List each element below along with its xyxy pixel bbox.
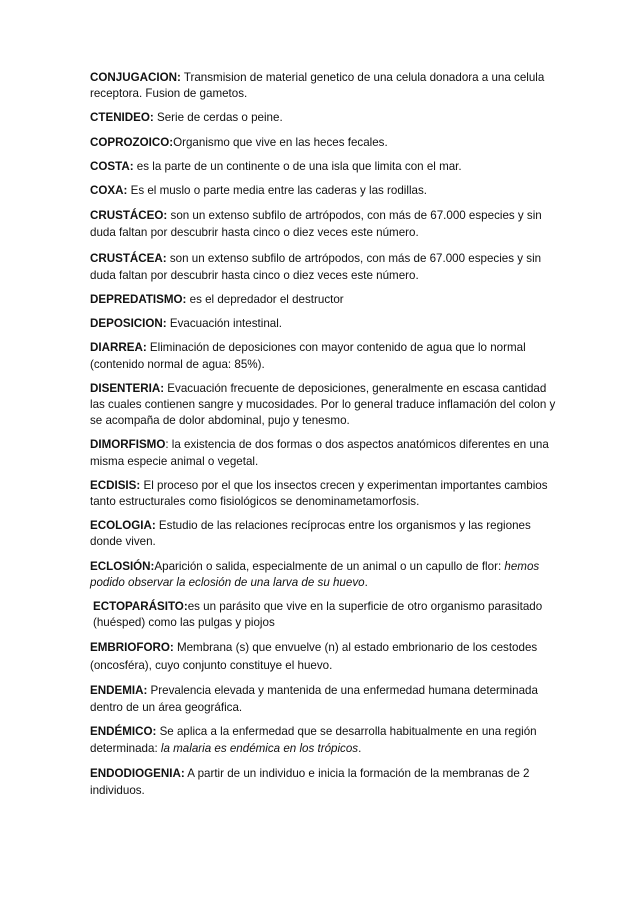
entry-term: ECOLOGIA: [90, 519, 156, 533]
glossary-entry-ecdisis [90, 478, 560, 510]
entry-term: DEPOSICION: [90, 317, 167, 331]
glossary-entry-endodiogenia [90, 765, 560, 799]
entry-term: EMBRIOFORO: [90, 641, 174, 655]
entry-definition: Es el muslo o parte media entre las caderas y las rodillas. [127, 184, 428, 198]
entry-term: COSTA: [90, 159, 134, 173]
entry-term: ECDISIS: [90, 478, 141, 492]
entry-definition: son un extenso subfilo de artrópodos, con más de 67.000 especies y sin duda faltan por descubrir hasta cinco o diez veces este número. [90, 209, 542, 240]
entry-definition: es la parte de un continente o de una isla que limita con el mar. [133, 159, 462, 173]
entry-definition: Serie de cerdas o peine. [153, 111, 283, 125]
glossary-entry-costa [90, 159, 560, 175]
entry-definition: El proceso por el que los insectos crecen y experimentan importantes cambios tanto estructurales como fisiológicos se denominametamorfosis. [90, 478, 548, 509]
entry-term: ENDODIOGENIA: [90, 766, 185, 780]
glossary-entry-ctenideo [90, 110, 560, 126]
entry-example: la malaria es endémica en los trópicos [160, 741, 359, 755]
entry-definition: Membrana (s) que envuelve (n) al estado embrionario de los cestodes (oncosféra), cuyo conjunto constituye el huevo. [90, 641, 538, 672]
entry-definition: es el depredador el destructor [186, 293, 344, 307]
glossary-page [90, 70, 560, 807]
entry-definition: Transmision de material genetico de una celula donadora a una celula receptora. Fusion de gametos. [90, 71, 545, 101]
entry-term: ENDEMIA: [90, 683, 148, 697]
entry-definition: A partir de un individuo e inicia la formación de la membranas de 2 individuos. [90, 766, 530, 797]
entry-example: hemos podido observar la eclosión de una larva de su huevo [90, 559, 540, 589]
entry-definition: Prevalencia elevada y mantenida de una enfermedad humana determinada dentro de un área geográfica. [90, 683, 538, 715]
entry-term: CONJUGACION: [90, 71, 181, 84]
glossary-entry-endemico [90, 724, 560, 756]
entry-term: CTENIDEO: [90, 111, 154, 125]
entry-term: ENDÉMICO: [90, 725, 157, 739]
glossary-entry-crustaceo [90, 207, 560, 241]
glossary-entry-ecologia [90, 518, 560, 550]
entry-term: CRUSTÁCEA: [90, 251, 167, 265]
entry-definition: Organismo que vive en las heces fecales. [173, 135, 388, 149]
glossary-entry-disenteria [90, 381, 560, 430]
entry-definition: Evacuación intestinal. [166, 317, 283, 331]
entry-term: DIMORFISMO [90, 438, 166, 452]
glossary-entry-diarrea [90, 340, 560, 372]
entry-term: DISENTERIA: [90, 381, 165, 395]
glossary-entry-coprozoico [90, 135, 560, 151]
entry-term: CRUSTÁCEO: [90, 209, 168, 223]
entry-term: COXA: [90, 184, 128, 198]
glossary-entry-ectoparasito [90, 599, 560, 631]
entry-definition: es un parásito que vive en la superficie de otro organismo parasitado (huésped) como las pulgas y piojos [93, 600, 543, 630]
entry-definition: Se aplica a la enfermedad que se desarrolla habitualmente en una región determinada: [90, 725, 537, 755]
glossary-entry-embrioforo [90, 639, 560, 673]
glossary-entry-conjugacion [90, 70, 560, 102]
glossary-entry-depredatismo [90, 292, 560, 308]
glossary-entry-endemia [90, 682, 560, 716]
entry-term: DIARREA: [90, 341, 147, 355]
entry-definition: Evacuación frecuente de deposiciones, generalmente en escasa cantidad las cuales contienen sangre y mucosidades. Por lo general traduce inflamación del colon y se acompaña de dolor abdominal, pujo y tenesmo. [90, 381, 556, 428]
glossary-entry-deposicion [90, 316, 560, 332]
entry-definition: son un extenso subfilo de artrópodos, con más de 67.000 especies y sin duda faltan por descubrir hasta cinco o diez veces este número. [90, 251, 542, 282]
entry-definition: Estudio de las relaciones recíprocas entre los organismos y las regiones donde viven. [90, 519, 531, 549]
entry-term: COPROZOICO: [90, 135, 174, 149]
entry-tail: . [364, 575, 368, 589]
entry-definition: : la existencia de dos formas o dos aspectos anatómicos diferentes en una misma especie animal o vegetal. [90, 438, 549, 468]
entry-term: DEPREDATISMO: [90, 293, 187, 307]
glossary-entry-dimorfismo [90, 437, 560, 469]
glossary-entry-crustacea [90, 250, 560, 284]
entry-definition: Eliminación de deposiciones con mayor contenido de agua que lo normal (contenido normal de agua: 85%). [90, 341, 526, 371]
entry-tail: . [358, 741, 362, 755]
entry-definition: Aparición o salida, especialmente de un animal o un capullo de flor: [154, 559, 505, 573]
glossary-entry-eclosion [90, 559, 560, 591]
entry-term: ECTOPARÁSITO: [93, 600, 188, 614]
glossary-entry-coxa [90, 183, 560, 199]
entry-term: ECLOSIÓN: [90, 559, 155, 573]
